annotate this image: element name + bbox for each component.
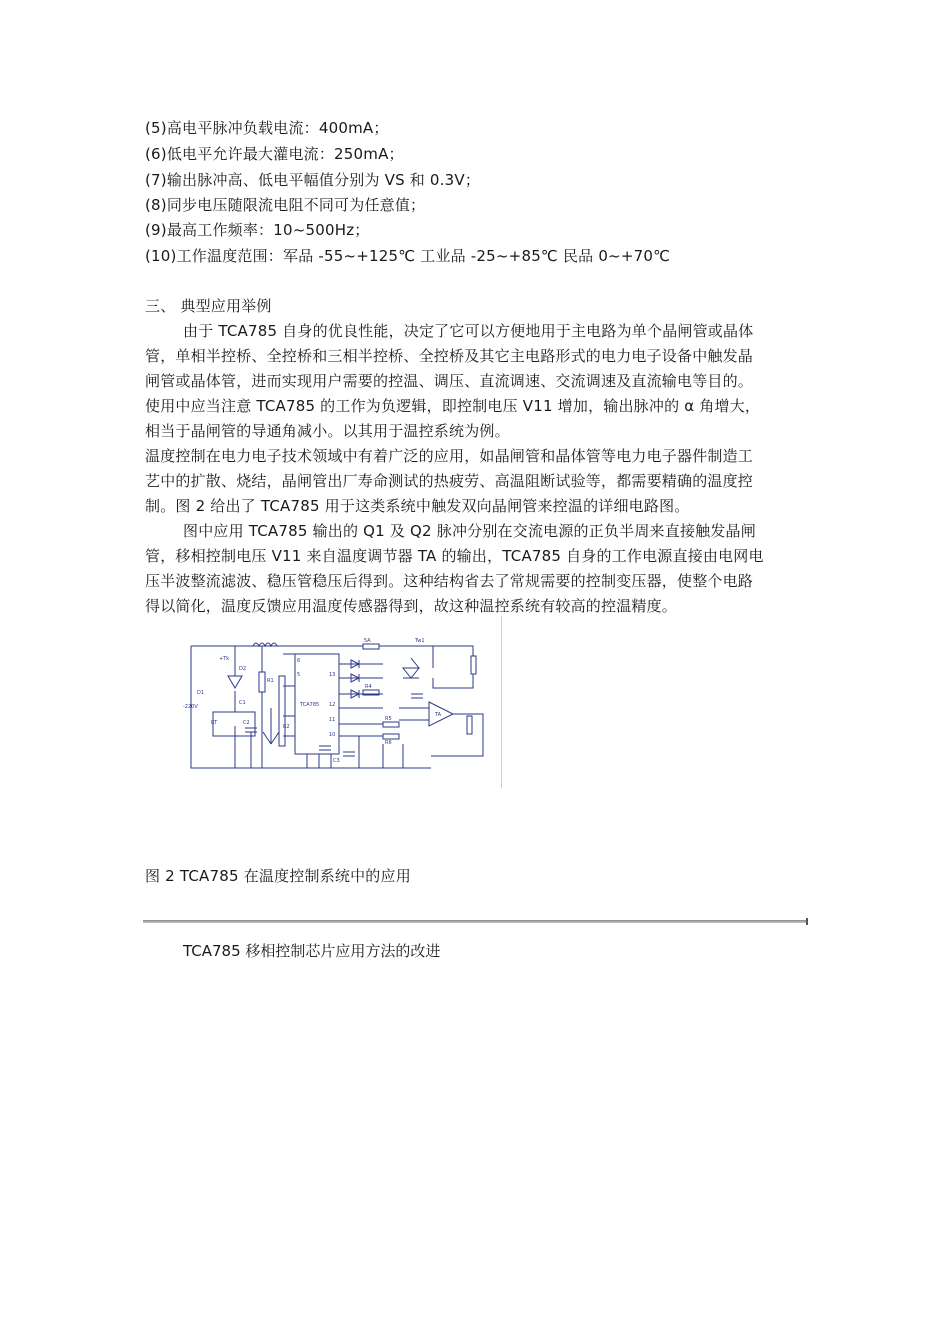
circuit-label: -220V: [183, 704, 198, 710]
section-divider-end: [806, 918, 808, 925]
circuit-label: R1: [267, 678, 274, 684]
paragraph-line: 艺中的扩散、烧结，晶闸管出厂寿命测试的热疲劳、高温阻断试验等，都需要精确的温度控: [145, 472, 754, 490]
spec-line: (5)高电平脉冲负载电流：400mA；: [145, 119, 389, 137]
paragraph-line: 得以简化，温度反馈应用温度传感器得到，故这种温控系统有较高的控温精度。: [145, 597, 678, 615]
paragraph-line: 使用中应当注意 TCA785 的工作为负逻辑，即控制电压 V11 增加，输出脉冲的 α 角增大，: [145, 397, 761, 415]
pin-label: 6: [297, 658, 301, 664]
paragraph-line: 管，单相半控桥、全控桥和三相半控桥、全控桥及其它主电路形式的电力电子设备中触发晶: [145, 347, 754, 365]
circuit-label: R2: [283, 724, 290, 730]
pin-label: 12: [329, 702, 336, 708]
paragraph-line: 温度控制在电力电子技术领域中有着广泛的应用，如晶闸管和晶体管等电力电子器件制造工: [145, 447, 754, 465]
circuit-label: TA: [435, 712, 442, 718]
paragraph-line: 制。图 2 给出了 TCA785 用于这类系统中触发双向晶闸管来控温的详细电路图。: [145, 497, 690, 515]
circuit-label: RT: [211, 720, 218, 726]
paragraph-line: 由于 TCA785 自身的优良性能，决定了它可以方便地用于主电路为单个晶闸管或晶体: [183, 322, 754, 340]
circuit-label: C2: [243, 720, 250, 726]
pin-label: 11: [329, 717, 336, 723]
pin-label: 13: [329, 672, 336, 678]
paragraph-line: 闸管或晶体管，进而实现用户需要的控温、调压、直流调速、交流调速及直流输电等目的。: [145, 372, 754, 390]
circuit-label: D2: [239, 666, 247, 672]
paragraph-line: 管，移相控制电压 V11 来自温度调节器 TA 的输出，TCA785 自身的工作电源直接由电网电: [145, 547, 764, 565]
spec-line: (10)工作温度范围：军品 -55~+125℃ 工业品 -25~+85℃ 民品 0~+70℃: [145, 247, 671, 265]
spec-line: (9)最高工作频率：10~500Hz；: [145, 221, 370, 239]
chip-label: TCA785: [300, 702, 320, 708]
circuit-label: 5A: [364, 638, 371, 644]
circuit-label: +Tk: [219, 656, 230, 662]
pin-label: 5: [297, 672, 301, 678]
paragraph-line: 图中应用 TCA785 输出的 Q1 及 Q2 脉冲分别在交流电源的正负半周来直接触发晶闸: [183, 522, 756, 540]
section-divider: [143, 920, 808, 923]
spec-line: (7)输出脉冲高、低电平幅值分别为 VS 和 0.3V；: [145, 171, 481, 189]
circuit-label: R6: [385, 740, 392, 746]
pin-label: 10: [329, 732, 336, 738]
paragraph-line: 压半波整流滤波、稳压管稳压后得到。这种结构省去了常规需要的控制变压器，使整个电路: [145, 572, 754, 590]
figure-caption: 图 2 TCA785 在温度控制系统中的应用: [145, 867, 411, 885]
circuit-label: Tw1: [415, 638, 425, 644]
circuit-label: R4: [365, 684, 372, 690]
circuit-label: C3: [333, 758, 340, 764]
spec-line: (6)低电平允许最大灌电流：250mA；: [145, 145, 404, 163]
circuit-label: C1: [239, 700, 246, 706]
spec-line: (8)同步电压随限流电阻不同可为任意值；: [145, 196, 426, 214]
section-heading: 三、 典型应用举例: [145, 297, 272, 315]
article-title: TCA785 移相控制芯片应用方法的改进: [183, 942, 441, 960]
circuit-label: D1: [197, 690, 205, 696]
circuit-label: R5: [385, 716, 392, 722]
paragraph-line: 相当于晶闸管的导通角减小。以其用于温控系统为例。: [145, 422, 510, 440]
circuit-diagram: [183, 616, 503, 788]
